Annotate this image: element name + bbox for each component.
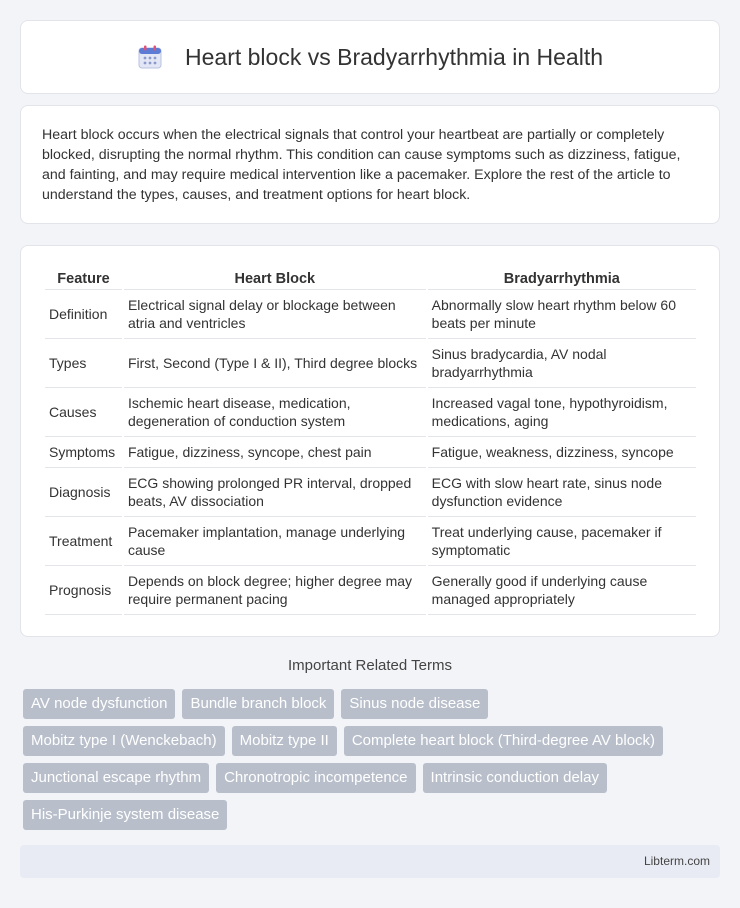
calendar-icon <box>137 44 163 70</box>
comparison-table <box>43 266 698 615</box>
tag-his-purkinje-system-disease[interactable]: His-Purkinje system disease <box>23 800 227 830</box>
row-heart-block: Fatigue, dizziness, syncope, chest pain <box>124 437 426 468</box>
tag-bundle-branch-block[interactable]: Bundle branch block <box>182 689 334 719</box>
table-row <box>45 517 696 566</box>
tag-av-node-dysfunction[interactable]: AV node dysfunction <box>23 689 175 719</box>
header-card <box>20 20 720 94</box>
row-feature: Treatment <box>45 517 122 566</box>
row-bradyarrhythmia: Fatigue, weakness, dizziness, syncope <box>428 437 696 468</box>
header-heart-block: Heart Block <box>124 266 426 290</box>
header-bradyarrhythmia: Bradyarrhythmia <box>428 266 696 290</box>
page-title: Heart block vs Bradyarrhythmia in Health <box>185 43 603 70</box>
row-heart-block: Depends on block degree; higher degree may require permanent pacing <box>124 566 426 615</box>
tag-mobitz-type-ii[interactable]: Mobitz type II <box>232 726 337 756</box>
tag-junctional-escape-rhythm[interactable]: Junctional escape rhythm <box>23 763 209 793</box>
tag-mobitz-type-i[interactable]: Mobitz type I (Wenckebach) <box>23 726 225 756</box>
table-row <box>45 339 696 388</box>
header-feature: Feature <box>45 266 122 290</box>
tag-sinus-node-disease[interactable]: Sinus node disease <box>341 689 488 719</box>
row-heart-block: ECG showing prolonged PR interval, dropped beats, AV dissociation <box>124 468 426 517</box>
tag-intrinsic-conduction-delay[interactable]: Intrinsic conduction delay <box>423 763 607 793</box>
table-row <box>45 566 696 615</box>
row-bradyarrhythmia: Treat underlying cause, pacemaker if symptomatic <box>428 517 696 566</box>
table-row <box>45 388 696 437</box>
row-bradyarrhythmia: Generally good if underlying cause managed appropriately <box>428 566 696 615</box>
intro-card <box>20 105 720 224</box>
comparison-table-card <box>20 245 720 637</box>
row-feature: Causes <box>45 388 122 437</box>
row-feature: Symptoms <box>45 437 122 468</box>
row-feature: Definition <box>45 290 122 339</box>
tag-chronotropic-incompetence[interactable]: Chronotropic incompetence <box>216 763 415 793</box>
row-feature: Types <box>45 339 122 388</box>
related-terms-title: Important Related Terms <box>288 657 452 674</box>
row-bradyarrhythmia: ECG with slow heart rate, sinus node dysfunction evidence <box>428 468 696 517</box>
row-heart-block: Pacemaker implantation, manage underlying cause <box>124 517 426 566</box>
tag-complete-heart-block[interactable]: Complete heart block (Third-degree AV block) <box>344 726 663 756</box>
row-heart-block: Electrical signal delay or blockage between atria and ventricles <box>124 290 426 339</box>
related-terms-tags <box>23 689 713 837</box>
row-bradyarrhythmia: Increased vagal tone, hypothyroidism, medications, aging <box>428 388 696 437</box>
row-bradyarrhythmia: Sinus bradycardia, AV nodal bradyarrhythmia <box>428 339 696 388</box>
table-row <box>45 468 696 517</box>
table-header-row <box>45 266 696 290</box>
row-heart-block: Ischemic heart disease, medication, degeneration of conduction system <box>124 388 426 437</box>
row-heart-block: First, Second (Type I & II), Third degree blocks <box>124 339 426 388</box>
row-bradyarrhythmia: Abnormally slow heart rhythm below 60 beats per minute <box>428 290 696 339</box>
table-row <box>45 290 696 339</box>
footer-site-link[interactable]: Libterm.com <box>643 854 710 868</box>
row-feature: Diagnosis <box>45 468 122 517</box>
footer <box>20 845 720 878</box>
row-feature: Prognosis <box>45 566 122 615</box>
table-row <box>45 437 696 468</box>
intro-text: Heart block occurs when the electrical signals that control your heartbeat are partially or completely blocked, disrupting the normal rhythm. This condition can cause symptoms such as dizziness, fatigue, and fainting, and may require medical intervention like a pacemaker. Explore the rest of the article to understand the types, causes, and treatment options for heart block. <box>42 127 681 203</box>
